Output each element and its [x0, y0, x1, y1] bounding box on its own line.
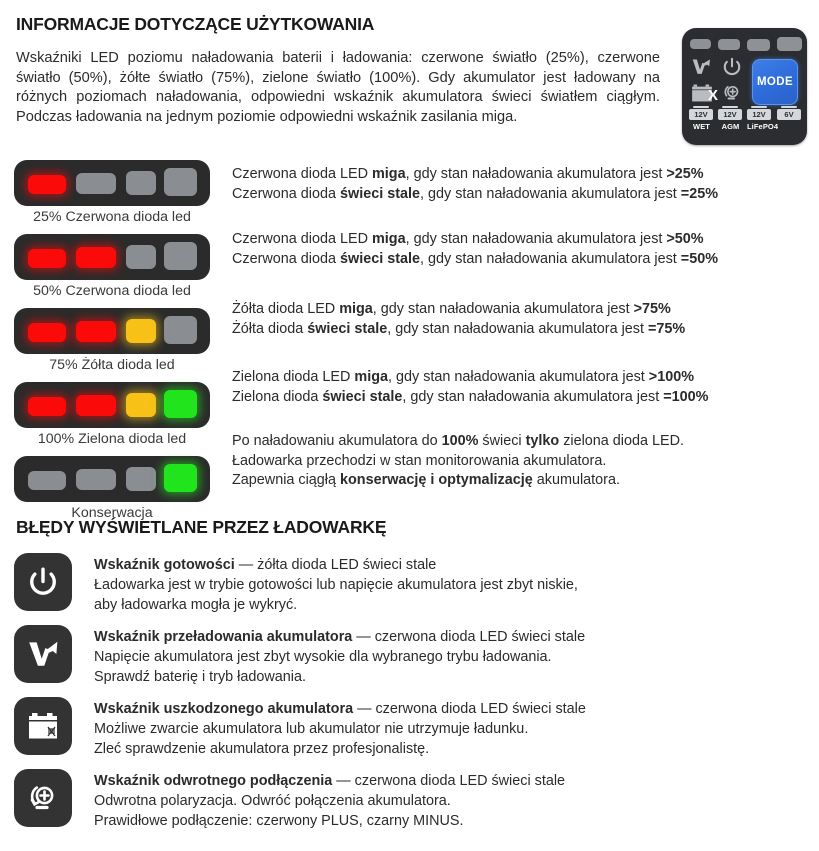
led-description-line: [232, 320, 685, 340]
led-description-line: [232, 185, 718, 205]
error-row-bad-battery: [14, 697, 804, 757]
error-title-line: [94, 555, 578, 575]
led-caption: Konserwacja: [71, 505, 153, 521]
led-segment-2: [76, 173, 116, 194]
text-bold: świeci stale: [340, 185, 420, 202]
text-bold: >100%: [648, 369, 695, 385]
led-segment-4: [164, 390, 197, 418]
device-mode-lifepo4: [747, 109, 779, 131]
led-description-line: [232, 452, 684, 472]
error-line-2: Możliwe zwarcie akumulatora lub akumulator nie utrzymuje ładunku.: [94, 721, 529, 737]
error-title: Wskaźnik przeładowania akumulatora: [94, 629, 353, 645]
text: akumulatora.: [532, 472, 620, 488]
led-segment-2: [76, 395, 116, 416]
text: —: [332, 773, 355, 789]
power-icon: [14, 553, 72, 611]
mode-button-label: MODE: [756, 76, 794, 88]
led-row-maintenance: [14, 456, 214, 521]
led-segment-3: [126, 171, 156, 195]
error-title: Wskaźnik odwrotnego podłączenia: [94, 773, 333, 789]
text-bold: miga: [372, 231, 406, 247]
device-led-2: [718, 39, 740, 50]
led-segment-2: [76, 469, 116, 490]
text: , gdy stan naładowania akumulatora jest: [388, 369, 649, 385]
text-bold: >50%: [666, 231, 704, 247]
led-description-25: [232, 165, 718, 204]
led-segment-2: [76, 321, 116, 342]
error-line-3: Prawidłowe podłączenie: czerwony PLUS, czarny MINUS.: [94, 813, 464, 829]
errors-section-title: BŁĘDY WYŚWIETLANE PRZEZ ŁADOWARKĘ: [16, 517, 387, 537]
error-row-standby: [14, 553, 804, 613]
led-description-50: [232, 230, 718, 269]
led-segment-4: [164, 168, 197, 196]
led-description-line: [232, 471, 684, 491]
led-caption: 50% Czerwona dioda led: [33, 283, 191, 299]
usage-section-title: INFORMACJE DOTYCZĄCE UŻYTKOWANIA: [16, 14, 375, 34]
error-line-3: aby ładowarka mogła je wykryć.: [94, 597, 298, 613]
text-bold: >25%: [666, 166, 704, 182]
text-bold: miga: [372, 166, 406, 182]
text: Zapewnia ciągłą: [232, 472, 340, 488]
led-row-75: [14, 308, 214, 373]
error-line-2: Ładowarka jest w trybie gotowości lub napięcie akumulatora jest zbyt niskie,: [94, 577, 578, 593]
text: Czerwona dioda LED: [232, 231, 372, 247]
device-led-strip: [690, 37, 800, 53]
device-mode-lifepo4-voltage: 12V: [747, 109, 771, 120]
device-mode-6v: [777, 109, 802, 122]
usage-section: [16, 14, 676, 127]
led-indicator-list: [14, 160, 214, 530]
error-line-2: Napięcie akumulatora jest zbyt wysokie dla wybranego trybu ładowania.: [94, 649, 552, 665]
device-x-mark: X: [708, 87, 719, 104]
led-segment-3: [126, 319, 156, 343]
text: Żółta dioda: [232, 320, 308, 337]
text: , gdy stan naładowania akumulatora jest: [372, 301, 634, 317]
led-segment-1: [28, 471, 66, 490]
led-description-line: [232, 368, 708, 388]
text: Czerwona dioda LED: [232, 166, 372, 182]
error-title: Wskaźnik uszkodzonego akumulatora: [94, 701, 354, 717]
device-led-1: [690, 39, 711, 49]
led-segment-1: [28, 175, 66, 194]
error-line-3: Zleć sprawdzenie akumulatora przez profesjonalistę.: [94, 741, 430, 757]
error-line-2: Odwrotna polaryzacja. Odwróć połączenia akumulatora.: [94, 793, 451, 809]
led-description-75: [232, 300, 685, 339]
error-line-3: Sprawdź baterię i tryb ładowania.: [94, 669, 306, 685]
text-bold: =100%: [663, 388, 709, 405]
led-segment-1: [28, 249, 66, 268]
led-segment-2: [76, 247, 116, 268]
text: Ładowarka przechodzi w stan monitorowania akumulatora.: [232, 452, 607, 469]
led-segment-1: [28, 323, 66, 342]
error-title-line: [94, 699, 586, 719]
text: zielona dioda LED.: [559, 433, 685, 449]
text: —: [353, 701, 376, 717]
text-bold: świeci stale: [307, 320, 388, 337]
overvoltage-icon: [14, 625, 72, 683]
bad-battery-icon: [14, 697, 72, 755]
led-segment-1: [28, 397, 66, 416]
error-subtitle: czerwona dioda LED świeci stale: [354, 773, 566, 789]
device-mode-wet: [689, 109, 714, 131]
device-mode-agm-voltage: 12V: [718, 109, 742, 120]
text-bold: =75%: [648, 320, 686, 337]
led-row-100: [14, 382, 214, 447]
led-description-line: [232, 230, 718, 250]
text-bold: >75%: [633, 301, 671, 317]
led-segment-3: [126, 245, 156, 269]
led-row-25: [14, 160, 214, 225]
device-mode-agm-label: AGM: [721, 122, 740, 131]
error-text: [94, 553, 578, 615]
text-bold: tylko: [525, 433, 560, 449]
text: Żółta dioda LED: [232, 301, 340, 317]
error-title-line: [94, 771, 565, 791]
text-bold: konserwację i optymalizację: [340, 472, 533, 488]
device-led-3: [747, 39, 770, 51]
error-text: [94, 769, 565, 831]
text-bold: =50%: [680, 250, 719, 267]
error-title: Wskaźnik gotowości: [94, 557, 235, 573]
text: —: [352, 629, 375, 645]
text: , gdy stan naładowania akumulatora jest: [402, 388, 664, 405]
error-subtitle: czerwona dioda LED świeci stale: [374, 629, 586, 645]
led-bar: [14, 382, 210, 428]
text: , gdy stan naładowania akumulatora jest: [405, 166, 667, 182]
led-bar: [14, 456, 210, 502]
led-description-line: [232, 300, 685, 320]
text: świeci: [478, 433, 526, 449]
led-description-line: [232, 388, 708, 408]
text: Czerwona dioda: [232, 250, 340, 267]
text-bold: miga: [354, 369, 388, 385]
text: , gdy stan naładowania akumulatora jest: [420, 185, 681, 202]
error-subtitle: żółta dioda LED świeci stale: [257, 557, 437, 573]
text-bold: 100%: [441, 433, 479, 449]
led-description-line: [232, 432, 684, 452]
led-caption: 75% Żółta dioda led: [49, 357, 175, 373]
device-mode-legend: [689, 109, 801, 140]
led-bar: [14, 234, 210, 280]
error-row-reverse-polarity: [14, 769, 804, 829]
error-subtitle: czerwona dioda LED świeci stale: [375, 701, 586, 717]
device-mode-wet-voltage: 12V: [689, 109, 713, 120]
led-row-50: [14, 234, 214, 299]
error-row-overvoltage: [14, 625, 804, 685]
reverse-polarity-icon: [14, 769, 72, 827]
text: , gdy stan naładowania akumulatora jest: [387, 320, 648, 337]
text-bold: świeci stale: [322, 388, 403, 405]
led-caption: 100% Zielona dioda led: [37, 431, 187, 447]
error-list: [14, 553, 804, 841]
power-icon: [721, 56, 743, 78]
mode-button[interactable]: [752, 59, 798, 105]
error-text: [94, 697, 586, 759]
text: Zielona dioda LED: [232, 369, 355, 385]
led-segment-4: [164, 464, 197, 492]
device-mode-agm: [718, 109, 743, 131]
device-mode-6v-voltage: 6V: [777, 109, 801, 120]
text: Czerwona dioda: [232, 185, 340, 202]
text-bold: świeci stale: [340, 250, 420, 267]
led-segment-4: [164, 242, 197, 270]
text: , gdy stan naładowania akumulatora jest: [420, 250, 681, 267]
text: —: [234, 557, 258, 573]
led-segment-3: [126, 393, 156, 417]
reverse-polarity-icon: [721, 82, 743, 104]
led-segment-4: [164, 316, 197, 344]
led-bar: [14, 160, 210, 206]
led-description-100: [232, 368, 708, 407]
text-bold: miga: [339, 301, 373, 317]
error-text: [94, 625, 585, 687]
overvoltage-icon: [690, 56, 712, 78]
error-title-line: [94, 627, 585, 647]
text-bold: =25%: [680, 185, 719, 202]
led-description-line: [232, 250, 718, 270]
device-led-4: [777, 37, 802, 51]
led-description-line: [232, 165, 718, 185]
text: , gdy stan naładowania akumulatora jest: [405, 231, 667, 247]
led-description-maintenance: [232, 432, 684, 491]
device-mode-wet-label: WET: [693, 122, 710, 131]
led-bar: [14, 308, 210, 354]
text: Po naładowaniu akumulatora do: [232, 433, 442, 449]
led-segment-3: [126, 467, 156, 491]
device-mode-lifepo4-label: LiFePO4: [747, 122, 779, 131]
led-caption: 25% Czerwona dioda led: [33, 209, 191, 225]
charger-device-panel: [682, 28, 807, 145]
text: Zielona dioda: [232, 388, 323, 405]
usage-paragraph: Wskaźniki LED poziomu naładowania baterii i ładowania: czerwone światło (25%), czerwone światło (50%), żółte światło (75%), zielone światło (100%). Gdy akumulator jest ładowany na różnych poziomach naładowania, odpowiedni wskaźnik akumulatora świeci światłem ciągłym. Podczas ładowania na jednym poziomie odpowiedni wskaźnik zasilania miga.: [16, 50, 660, 125]
